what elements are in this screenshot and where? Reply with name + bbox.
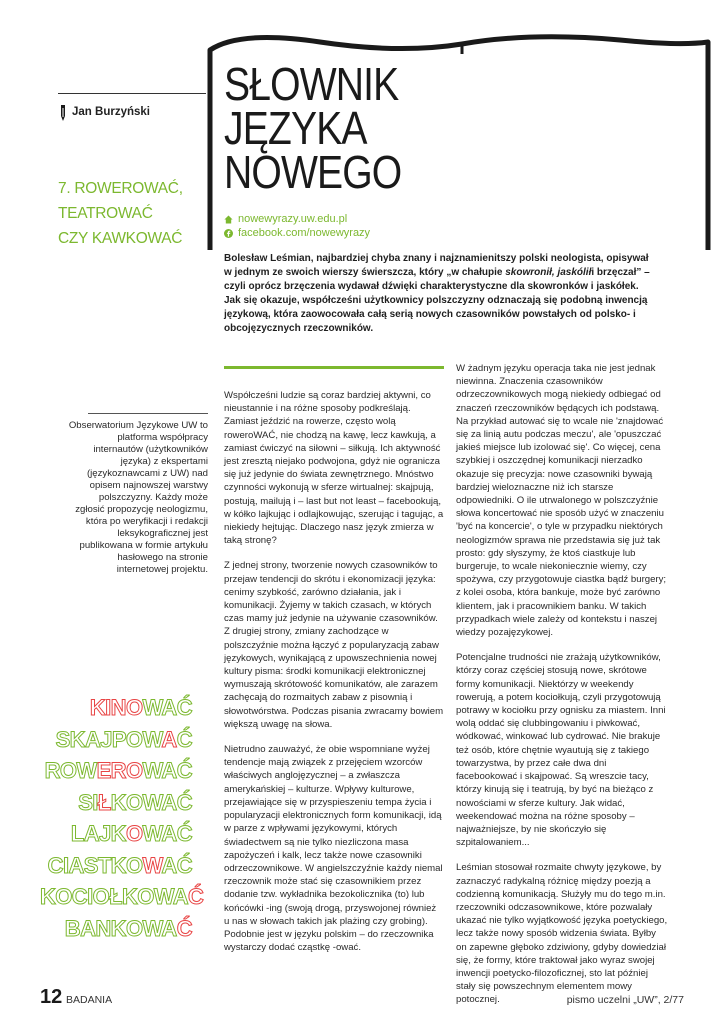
home-icon [224, 215, 233, 224]
word-item: LAJKOWAĆ [70, 821, 192, 846]
body-paragraph: Potencjalne trudności nie zrażają użytkowników, którzy coraz częściej stosują nowe, skrótowe formy komunikacji. Niektórzy w weekendy rowerują, a potem kociołkują, czyli przygotowują potrawy w kociołku przy ognisku za miastem. Inni wolą oddać się clubbingowaniu i piwkować, wódkować, winkować lub cydrować. Nie brakuje też osób, które chętnie wyautują się z takiego towarzystwa, by przez całe dwa dni facebookować i skajpować. Są wreszcie tacy, którzy kinują się i teatrują, by być na bieżąco z nowościami w sferze kultury. Jak widać, weekendować można na różne sposoby – najważniejsze, by nie skończyło się szpitalowaniem... [456, 652, 666, 849]
word-item: SKAJPOWAĆ [55, 726, 192, 752]
body-paragraph: W żadnym języku operacja taka nie jest jednak niewinna. Znaczenia czasowników odrzeczownikowych mogą niekiedy odbiegać od znaczeń rzeczowników będących ich podstawą. Na przykład autować się to wcale nie 'znajdować się za linią autu podczas meczu', ale 'opuszczać jakieś miejsce lub izolować się'. Co więcej, cena szybkiej i oszczędnej komunikacji nierzadko okazuje się precyzja: nowe czasowniki bywają bardziej wieloznaczne niż ich starsze odpowiedniki. O ile utrwalonego w polszczyźnie słowa koncertować nie sposób użyć w znaczeniu 'być na koncercie', o tyle w przypadku niektórych neologizmów sprawa nie przedstawia się już tak prosto: gdy słyszymy, że ktoś ciastkuje lub burgeruje, to wcale niekoniecznie wiemy, czy spożywa, czy przygotowuje ciastka bądź burgery; z kolei osoba, która bankuje, może być zarówno klientem, jak i pracownikiem banku. W takich przypadkach wiele zależy od kontekstu i naszej wiedzy pozajęzykowej. [456, 363, 667, 639]
body-column-2 [456, 362, 668, 1019]
column-divider [224, 366, 444, 369]
body-paragraph: Z jednej strony, tworzenie nowych czasowników to przejaw tendencji do skrótu i ekonomizacji języka: cenimy szybkość, zarówno działania, jak i komunikacji. Żyjemy w takich czasach, w których czas mamy już jedynie na używanie czasowników. Z drugiej strony, zmiany zachodzące w polszczyźnie można łączyć z popularyzacją zabaw językowych, wynikającą z upowszechnienia nowej kultury pisma: środki komunikacji elektronicznej wymuszają skrótowość komunikatów, ale zarazem zachęcają do rozmaitych zabaw z pisownią i słowotwórstwa. Podczas pisania zwracamy bowiem większą uwagę na słowa. [224, 560, 444, 730]
body-paragraph: Współcześni ludzie są coraz bardziej aktywni, co nieustannie i na różne sposoby podkreślają. Zamiast jeździć na rowerze, często wolą roweroWAĆ, nie chodzą na kawę, lecz kawkują, a zamiast ćwiczyć na siłowni – siłkują. Ich aktywność jest zresztą niejako podwojona, gdyż nie ogranicza się już jedynie do świata zewnętrznego. Mnóstwo czynności wykonują w sferze wirtualnej: skajpują, postują, mailują i – last but not least – facebookują, w kółko lajkując i odlajkowując, szerując i tagując, a niekiedy hejtując. Dlaczego nasz język zmierza w taką stronę? [224, 390, 444, 547]
journal-name: pismo uczelni „UW”, 2/77 [566, 994, 684, 1006]
sidebar-divider [88, 413, 208, 414]
body-column-1 [224, 389, 444, 966]
page-number: 12 [40, 986, 63, 1008]
section-label: BADANIA [66, 994, 113, 1006]
website-link[interactable]: nowewyrazy.uw.edu.pl [238, 213, 348, 225]
body-paragraph: Leśmian stosował rozmaite chwyty językowe, by zaznaczyć radykalną różnicę między poezją a codzienną komunikacją. Służyły mu do tego m.in. rzeczowniki odczasownikowe, które pozwalały ukazać nie tylko wyjątkowość języka poetyckiego, lecz także nowy sposób widzenia świata. Byłby on zapewne głęboko zdziwiony, gdyby dowiedział się, że formy, które traktował jako wyraz swojej inwencji poetycko-filozoficznej, sto lat później stały się powszechnym elementem mowy potocznej. [456, 862, 668, 1006]
project-links [224, 212, 370, 240]
section-title-line: 7. ROWEROWAĆ, [58, 180, 183, 197]
title-line: SŁOWNIK [224, 58, 399, 110]
word-item: CIASTKOWAĆ [47, 852, 192, 878]
word-item: SIŁKOWAĆ [78, 789, 192, 815]
author-name: Jan Burzyński [72, 106, 150, 118]
sidebar-note: Obserwatorium Językowe UW to platforma współpracy internautów (użytkowników języka) z ekspertami (językoznawcami z UW) nad opisem najnowszej warstwy polszczyzny. Każdy może zgłosić propozycję neologizmu, która po weryfikacji i redakcji leksykograficznej jest publikowana w formie artykułu hasłowego na stronie internetowej projektu. [68, 420, 208, 575]
lead-paragraph [224, 252, 656, 336]
lead-text: Bolesław Leśmian, najbardziej chyba znany i najznamienitszy polski neologista, opisywał w jednym ze swoich wierszy świerszcza, który „w chałupie [224, 253, 649, 278]
article-title [224, 58, 479, 198]
word-item: KOCIOŁKOWAĆ [40, 884, 204, 909]
lead-text: i brzęczał” – czyli oprócz brzęczenia wydawał dźwięki charakterystyczne dla skowronków i jaskółek. Jak się okazuje, współcześni użytkownicy polszczyzny odznaczają się podobną inwencją językową, która zaowocowała całą serią nowych czasowników powstałych od polsko- i obcojęzycznych rzeczowników. [224, 267, 650, 334]
section-title-line: CZY KAWKOWAĆ [58, 230, 183, 247]
section-title-line: TEATROWAĆ [58, 205, 153, 222]
section-title [58, 176, 208, 251]
facebook-link[interactable]: facebook.com/nowewyrazy [238, 227, 371, 239]
pen-nib-icon [58, 104, 68, 122]
facebook-icon [224, 229, 233, 238]
title-line: JĘZYKA [224, 102, 367, 154]
title-line: NOWEGO [224, 146, 402, 198]
body-paragraph: Nietrudno zauważyć, że obie wspomniane wyżej tendencje mają związek z przejęciem wzorców właściwych anglojęzycznej – a zwłaszcza amerykańskiej – kulturze. Wpływy kulturowe, przejawiające się w przyspieszeniu tempa życia i popularyzacji elektronicznych form komunikacji, idą w parze z wpływami językowymi, których świadectwem są nie tylko niezliczona masa zapożyczeń i kalk, lecz także nowe czasowniki odrzeczownikowe. W angielszczyźnie każdy niemal rzeczownik może stać się czasownikiem przez dodanie tzw. wykładnika bezokolicznika (to) lub końcówki -ing (swoją drogą, przyswojonej również u nas w słowach takich jak plażing czy grobing). Podobnie jest w języku polskim – do rzeczownika wystarczy dodać cząstkę -ować. [224, 744, 443, 954]
word-item: ROWEROWAĆ [44, 758, 192, 783]
word-item: BANKOWAĆ [64, 915, 192, 941]
author-divider [58, 93, 206, 94]
lead-quote-italic: skowronił, jaskólił [505, 267, 592, 278]
verb-word-list [40, 692, 204, 944]
word-item: KINOWAĆ [89, 695, 192, 720]
